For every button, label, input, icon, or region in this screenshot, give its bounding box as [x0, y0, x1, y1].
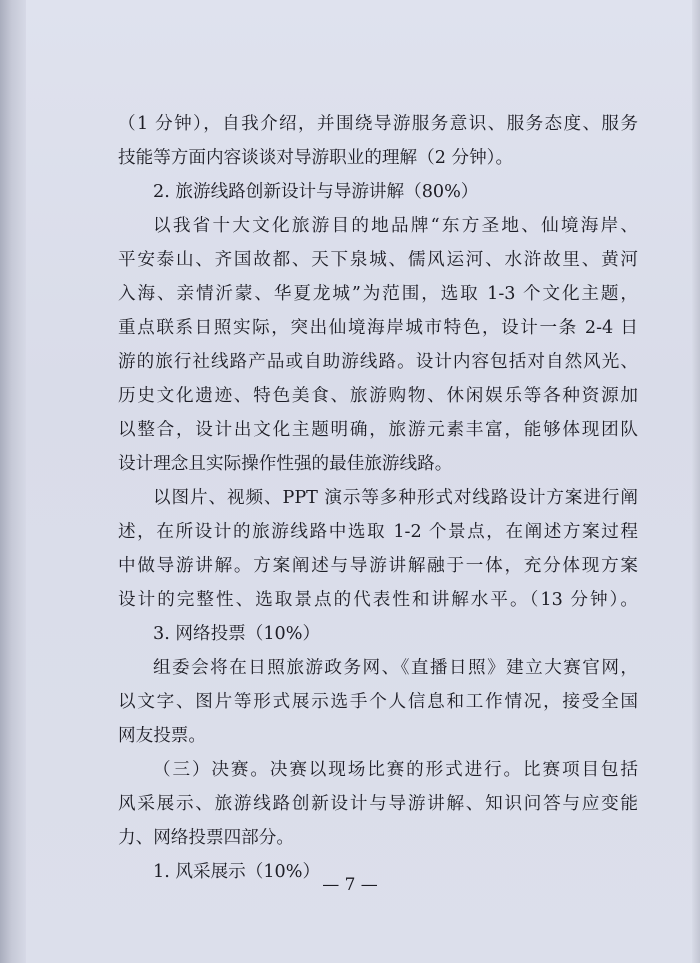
body-line: 设计的完整性、选取景点的代表性和讲解水平。（13 分钟）。	[118, 590, 638, 610]
body-line: 设计理念且实际操作性强的最佳旅游线路。	[118, 454, 453, 474]
body-line: 重点联系日照实际，突出仙境海岸城市特色，设计一条 2-4 日	[118, 318, 638, 338]
body-line: 技能等方面内容谈谈对导游职业的理解（2 分钟）。	[118, 148, 514, 168]
body-line: （三）决赛。决赛以现场比赛的形式进行。比赛项目包括	[153, 760, 638, 780]
body-line: 风采展示、旅游线路创新设计与导游讲解、知识问答与应变能	[118, 794, 638, 814]
body-line: 平安泰山、齐国故都、天下泉城、儒风运河、水浒故里、黄河	[118, 250, 638, 270]
right-edge-shadow	[692, 0, 700, 963]
body-line: 以我省十大文化旅游目的地品牌“东方圣地、仙境海岸、	[153, 216, 638, 236]
section-heading: 3. 网络投票（10%）	[153, 624, 321, 644]
body-line: 历史文化遗迹、特色美食、旅游购物、休闲娱乐等各种资源加	[118, 386, 638, 406]
body-line: 力、网络投票四部分。	[118, 828, 294, 848]
body-line: 以整合，设计出文化主题明确，旅游元素丰富，能够体现团队	[118, 420, 638, 440]
body-line: 述，在所设计的旅游线路中选取 1-2 个景点，在阐述方案过程	[118, 522, 638, 542]
body-line: 网友投票。	[118, 726, 206, 746]
body-line: 组委会将在日照旅游政务网、《直播日照》建立大赛官网，	[153, 658, 638, 678]
body-line: （1 分钟），自我介绍，并围绕导游服务意识、服务态度、服务	[118, 114, 638, 134]
body-line: 以文字、图片等形式展示选手个人信息和工作情况，接受全国	[118, 692, 638, 712]
binding-edge-shadow	[0, 0, 26, 963]
section-heading: 2. 旅游线路创新设计与导游讲解（80%）	[153, 182, 479, 202]
section-heading: 1. 风采展示（10%）	[153, 862, 321, 882]
body-line: 游的旅行社线路产品或自助游线路。设计内容包括对自然风光、	[118, 352, 638, 372]
page-number: — 7 —	[322, 875, 378, 895]
body-line: 以图片、视频、PPT 演示等多种形式对线路设计方案进行阐	[153, 488, 638, 508]
body-line: 入海、亲情沂蒙、华夏龙城”为范围，选取 1-3 个文化主题，	[118, 284, 638, 304]
body-line: 中做导游讲解。方案阐述与导游讲解融于一体，充分体现方案	[118, 556, 638, 576]
